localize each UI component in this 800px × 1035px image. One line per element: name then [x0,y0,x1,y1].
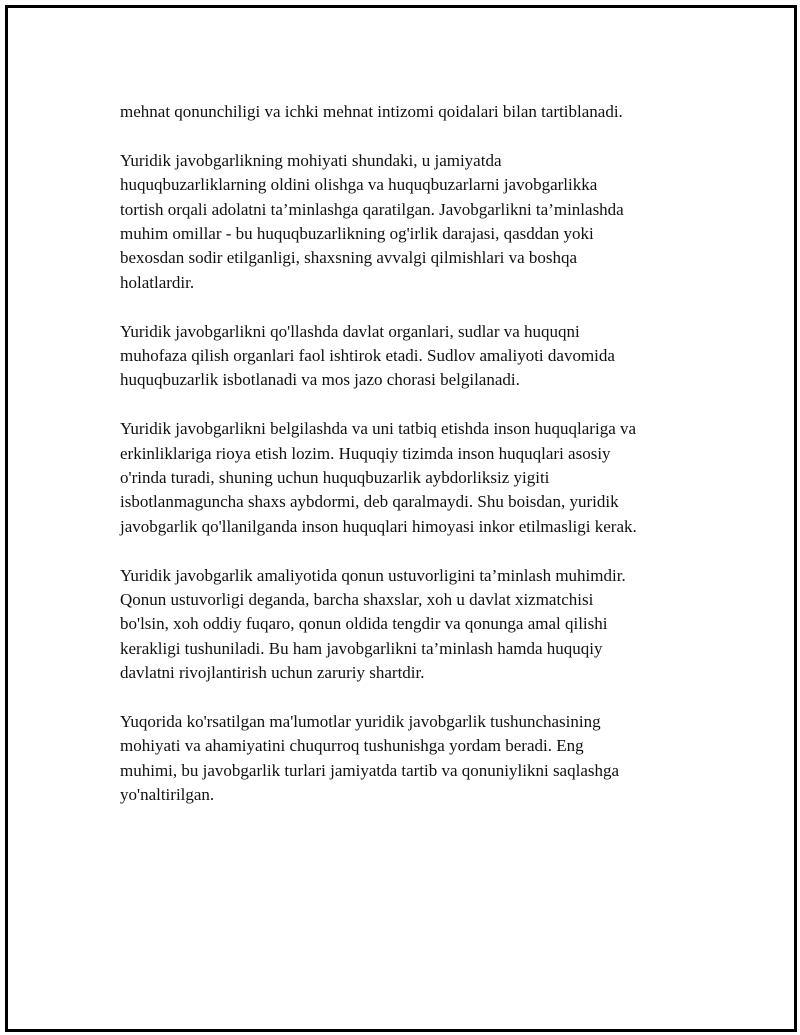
paragraph-5: Yuridik javobgarlik amaliyotida qonun ustuvorligini ta’minlash muhimdir. Qonun ustuvorligi deganda, barcha shaxslar, xoh u davlat xizmatchisi bo'lsin, xoh oddiy fuqaro, qonun oldida tengdir va qonunga amal qilishi kerakligi tushuniladi. Bu ham javobgarlikni ta’minlash hamda huquqiy davlatni rivojlantirish uchun zaruriy shartdir. [120,565,626,683]
paragraph-3: Yuridik javobgarlikni qo'llashda davlat organlari, sudlar va huquqni muhofaza qilish organlari faol ishtirok etadi. Sudlov amaliyoti davomida huquqbuzarlik isbotlanadi va mos jazo chorasi belgilanadi. [120,321,615,390]
page-frame [5,5,797,1032]
paragraph-6: Yuqorida ko'rsatilgan ma'lumotlar yuridik javobgarlik tushunchasining mohiyati va ahamiyatini chuqurroq tushunishga yordam beradi. Eng muhimi, bu javobgarlik turlari jamiyatda tartib va qonuniylikni saqlashga yo'naltirilgan. [120,712,620,805]
paragraph-1: mehnat qonunchiligi va ichki mehnat intizomi qoidalari bilan tartiblanadi. [120,102,623,121]
paragraph-4: Yuridik javobgarlikni belgilashda va uni tatbiq etishda inson huquqlariga va erkinliklariga rioya etish lozim. Huquqiy tizimda inson huquqlari asosiy o'rinda turadi, shuning uchun huquqbuzarlik aybdorliksiz yigiti isbotlanmaguncha shaxs aybdormi, deb qaralmaydi. Shu boisdan, yuridik javobgarlik qo'llanilganda inson huquqlari himoyasi inkor etilmasligi kerak. [120,419,637,536]
document-body [120,100,705,832]
paragraph-2: Yuridik javobgarlikning mohiyati shundaki, u jamiyatda huquqbuzarliklarning oldini olishga va huquqbuzarlarni javobgarlikka tortish orqali adolatni ta’minlashga qaratilgan. Javobgarlikni ta’minlashda muhim omillar - bu huquqbuzarlikning og'irlik darajasi, qasddan yoki bexosdan sodir etilganligi, shaxsning avvalgi qilmishlari va boshqa holatlardir. [120,150,624,292]
